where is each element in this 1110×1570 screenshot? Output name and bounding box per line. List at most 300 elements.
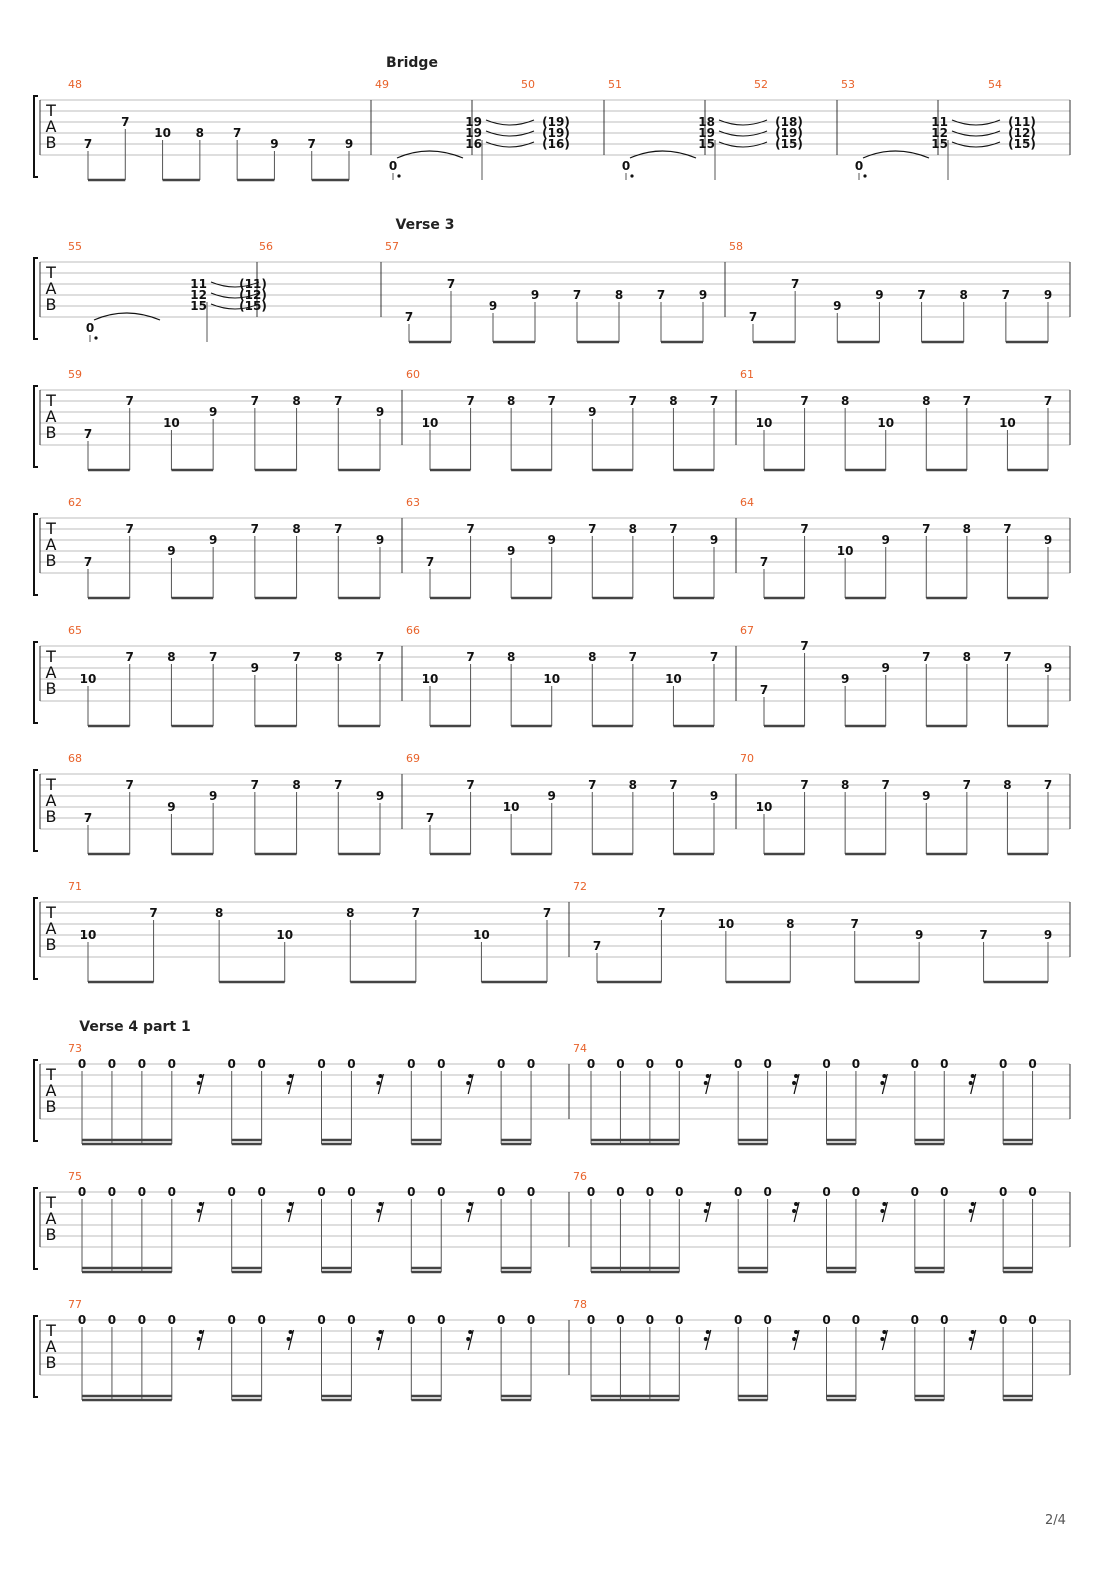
fret-number: 7	[800, 639, 809, 653]
fret-number: 0	[763, 1057, 772, 1071]
fret-number: 7	[334, 522, 343, 536]
measure-number: 60	[406, 368, 420, 381]
fret-number: 9	[167, 544, 176, 558]
fret-number: 10	[276, 928, 294, 942]
system	[34, 217, 1070, 342]
fret-number: 0	[616, 1313, 625, 1327]
fret-number: 7	[232, 126, 242, 140]
fret-number: 10	[755, 800, 773, 814]
measure-number: 59	[68, 368, 82, 381]
measure-number: 68	[68, 752, 82, 765]
fret-number: 7	[404, 310, 414, 324]
sixteenth-rest	[466, 1074, 473, 1094]
fret-number: 0	[675, 1057, 684, 1071]
tab-clef-letter: B	[45, 295, 57, 314]
sixteenth-rest	[880, 1202, 887, 1222]
fret-number: 0	[940, 1057, 949, 1071]
measure-number: 67	[740, 624, 754, 637]
tab-clef-letter: T	[46, 775, 56, 794]
fret-number: 0	[851, 1057, 861, 1071]
fret-number: 0	[1028, 1313, 1037, 1327]
measure-number: 76	[573, 1170, 587, 1183]
fret-number: 18	[698, 115, 715, 129]
fret-number: 0	[437, 1313, 446, 1327]
tab-clef-letter: A	[45, 919, 57, 938]
fret-number: 7	[588, 522, 597, 536]
measure	[729, 240, 1052, 342]
measure	[521, 78, 570, 151]
fret-number: 0	[167, 1185, 176, 1199]
fret-number: 8	[292, 522, 301, 536]
measure	[68, 1170, 535, 1272]
measure	[573, 1042, 1037, 1144]
fret-number: 8	[628, 522, 638, 536]
fret-number: 0	[616, 1185, 625, 1199]
fret-number: 7	[759, 555, 769, 569]
fret-number: 0	[407, 1313, 416, 1327]
fret-number: 7	[1001, 288, 1011, 302]
tab-clef-letter: A	[45, 663, 57, 682]
fret-number: 9	[875, 288, 884, 302]
tab-clef-letter: B	[45, 679, 57, 698]
fret-number: 0	[910, 1057, 919, 1071]
fret-number: 8	[840, 394, 850, 408]
fret-number: 8	[962, 522, 972, 536]
measure-number: 50	[521, 78, 535, 91]
fret-number: 0	[734, 1313, 743, 1327]
fret-number: 7	[466, 522, 475, 536]
fret-number: (12)	[1008, 126, 1036, 140]
measure	[754, 78, 803, 151]
measure	[573, 1170, 1037, 1272]
system	[34, 368, 1070, 470]
fret-number: 0	[526, 1185, 536, 1199]
fret-number: 0	[1028, 1185, 1037, 1199]
sixteenth-rest	[376, 1074, 383, 1094]
fret-number: 15	[931, 137, 948, 151]
fret-number: 10	[473, 928, 490, 942]
fret-number: 7	[547, 394, 556, 408]
fret-number: 0	[1028, 1057, 1037, 1071]
measure-number: 70	[740, 752, 754, 765]
section-label: Verse 4 part 1	[79, 1019, 191, 1035]
measure-number: 64	[740, 496, 754, 509]
sixteenth-rest	[969, 1074, 976, 1094]
measure-number: 55	[68, 240, 82, 253]
fret-number: 10	[755, 416, 773, 430]
tab-clef-letter: T	[46, 903, 56, 922]
fret-number: 0	[317, 1185, 326, 1199]
fret-number: 0	[107, 1313, 117, 1327]
sixteenth-rest	[969, 1202, 976, 1222]
fret-number: 9	[375, 789, 385, 803]
fret-number: 8	[959, 288, 968, 302]
fret-number: 0	[496, 1185, 506, 1199]
fret-number: 11	[931, 115, 948, 129]
measure-number: 49	[375, 78, 389, 91]
fret-number: 0	[998, 1057, 1008, 1071]
fret-number: 8	[334, 650, 343, 664]
fret-number: 16	[465, 137, 482, 151]
tab-clef-letter: B	[45, 551, 57, 570]
fret-number: 7	[334, 394, 343, 408]
fret-number: 7	[466, 650, 475, 664]
fret-number: 0	[940, 1313, 949, 1327]
fret-number: 0	[77, 1057, 87, 1071]
tab-clef-letter: A	[45, 535, 57, 554]
fret-number: 7	[292, 650, 301, 664]
tab-clef	[45, 1065, 56, 1116]
fret-number: 7	[466, 778, 475, 792]
tab-clef-letter: A	[45, 791, 57, 810]
tab-clef-letter: B	[45, 423, 57, 442]
sixteenth-rest	[704, 1074, 711, 1094]
fret-number: 8	[614, 288, 624, 302]
tab-clef-letter: B	[45, 935, 57, 954]
fret-number: 9	[833, 299, 842, 313]
fret-number: 9	[881, 661, 890, 675]
fret-number: 0	[227, 1057, 236, 1071]
fret-number: 0	[526, 1057, 536, 1071]
system-bracket	[34, 96, 38, 177]
fret-number: 7	[83, 137, 93, 151]
measure	[740, 752, 1052, 854]
fret-number: 10	[79, 672, 97, 686]
measure	[608, 78, 767, 180]
fret-number: 0	[496, 1313, 506, 1327]
measure-number: 51	[608, 78, 622, 91]
fret-number: 0	[851, 1185, 861, 1199]
sixteenth-rest	[792, 1202, 799, 1222]
fret-number: 9	[506, 544, 516, 558]
measure-number: 71	[68, 880, 82, 893]
fret-number: 0	[347, 1313, 356, 1327]
fret-number: 7	[125, 394, 134, 408]
fret-number: 0	[347, 1185, 356, 1199]
sixteenth-rest	[287, 1330, 294, 1350]
system-bracket	[34, 642, 38, 723]
fret-number: 0	[526, 1313, 536, 1327]
measure-number: 63	[406, 496, 420, 509]
measure	[406, 752, 718, 854]
measure	[406, 496, 718, 598]
sixteenth-rest	[792, 1074, 799, 1094]
tab-clef	[45, 263, 56, 314]
fret-number: 9	[270, 137, 279, 151]
fret-number: 0	[388, 159, 398, 173]
fret-number: 0	[407, 1057, 416, 1071]
fret-number: 7	[800, 522, 809, 536]
fret-number: (16)	[542, 137, 570, 151]
fret-number: 0	[645, 1185, 655, 1199]
fret-number: 0	[734, 1057, 743, 1071]
fret-number: (12)	[239, 288, 267, 302]
measure	[573, 880, 1052, 982]
tab-clef-letter: B	[45, 1097, 57, 1116]
fret-number: 7	[411, 906, 421, 920]
fret-number: 9	[588, 405, 597, 419]
fret-number: 10	[421, 672, 439, 686]
sixteenth-rest	[287, 1202, 294, 1222]
measure	[406, 624, 718, 726]
fret-number: 0	[257, 1057, 266, 1071]
fret-number: 9	[167, 800, 176, 814]
fret-number: 8	[1003, 778, 1012, 792]
fret-number: 11	[190, 277, 207, 291]
fret-number: 7	[628, 394, 638, 408]
sixteenth-rest	[287, 1074, 294, 1094]
section-label: Verse 3	[395, 217, 455, 233]
system	[34, 1298, 1070, 1400]
measure	[68, 880, 551, 982]
fret-number: 9	[1043, 661, 1053, 675]
tab-clef-letter: A	[45, 407, 57, 426]
fret-number: 7	[922, 522, 931, 536]
fret-number: 7	[709, 394, 719, 408]
tab-clef-letter: B	[45, 807, 57, 826]
fret-number: 7	[572, 288, 582, 302]
fret-number: 0	[347, 1057, 356, 1071]
fret-number: 7	[208, 650, 218, 664]
fret-number: 0	[257, 1185, 266, 1199]
fret-number: 7	[588, 778, 597, 792]
fret-number: 15	[190, 299, 207, 313]
fret-number: 10	[79, 928, 97, 942]
tab-clef	[45, 903, 56, 954]
fret-number: 7	[425, 811, 435, 825]
fret-number: 0	[317, 1313, 326, 1327]
fret-number: 0	[407, 1185, 416, 1199]
fret-number: 7	[800, 778, 809, 792]
measure-number: 65	[68, 624, 82, 637]
measure	[988, 78, 1036, 151]
system-bracket	[34, 1316, 38, 1397]
fret-number: 0	[167, 1057, 176, 1071]
measure-number: 53	[841, 78, 855, 91]
measure-number: 72	[573, 880, 587, 893]
sixteenth-rest	[792, 1330, 799, 1350]
fret-number: 7	[1043, 778, 1053, 792]
system	[34, 1019, 1070, 1144]
fret-number: 0	[586, 1313, 596, 1327]
fret-number: 10	[163, 416, 180, 430]
fret-number: 7	[1043, 394, 1053, 408]
fret-number: (11)	[1008, 115, 1036, 129]
measure-number: 69	[406, 752, 420, 765]
fret-number: 7	[250, 778, 260, 792]
fret-number: 0	[137, 1057, 147, 1071]
fret-number: 0	[910, 1185, 919, 1199]
fret-number: 0	[85, 321, 95, 335]
fret-number: 9	[709, 789, 719, 803]
fret-number: 0	[77, 1185, 87, 1199]
fret-number: 7	[979, 928, 988, 942]
tab-clef-letter: T	[46, 101, 56, 120]
measure-number: 48	[68, 78, 82, 91]
fret-number: 10	[717, 917, 735, 931]
fret-number: 7	[125, 522, 134, 536]
tab-clef-letter: A	[45, 1337, 57, 1356]
fret-number: 0	[437, 1185, 446, 1199]
fret-number: 0	[910, 1313, 919, 1327]
fret-number: 7	[125, 778, 134, 792]
fret-number: 9	[547, 789, 556, 803]
fret-number: 0	[586, 1057, 596, 1071]
fret-number: 9	[530, 288, 540, 302]
fret-number: 10	[154, 126, 171, 140]
fret-number: 7	[759, 683, 769, 697]
fret-number: 19	[465, 126, 482, 140]
fret-number: 8	[962, 650, 972, 664]
fret-number: 7	[962, 394, 972, 408]
fret-number: 0	[822, 1313, 831, 1327]
system-bracket	[34, 258, 38, 339]
tab-clef-letter: A	[45, 1081, 57, 1100]
measure-number: 74	[573, 1042, 587, 1055]
fret-number: 9	[1043, 288, 1053, 302]
fret-number: 7	[83, 427, 93, 441]
measure-number: 62	[68, 496, 82, 509]
fret-number: 8	[840, 778, 850, 792]
fret-number: 10	[665, 672, 682, 686]
system-bracket	[34, 514, 38, 595]
tab-clef	[45, 1193, 56, 1244]
measure	[740, 624, 1052, 726]
fret-number: 7	[669, 778, 678, 792]
fret-number: 0	[137, 1313, 147, 1327]
fret-number: (19)	[542, 115, 570, 129]
fret-number: 8	[588, 650, 597, 664]
measure	[375, 78, 534, 180]
measure-number: 77	[68, 1298, 82, 1311]
fret-number: 0	[317, 1057, 326, 1071]
tab-clef	[45, 519, 56, 570]
fret-number: 8	[669, 394, 678, 408]
fret-number: 8	[292, 778, 301, 792]
sixteenth-rest	[197, 1330, 204, 1350]
fret-number: 7	[542, 906, 552, 920]
fret-number: 8	[167, 650, 176, 664]
measure	[68, 1298, 535, 1400]
fret-number: 8	[292, 394, 301, 408]
fret-number: 7	[83, 555, 93, 569]
system	[34, 1170, 1070, 1272]
tab-clef-letter: T	[46, 1321, 56, 1340]
fret-number: 0	[763, 1313, 772, 1327]
fret-number: (19)	[775, 126, 803, 140]
fret-number: 9	[375, 405, 385, 419]
fret-number: 7	[962, 778, 972, 792]
fret-number: 7	[669, 522, 678, 536]
fret-number: 0	[851, 1313, 861, 1327]
measure	[406, 368, 718, 470]
fret-number: 10	[999, 416, 1016, 430]
fret-number: 0	[675, 1313, 684, 1327]
tab-clef-letter: A	[45, 117, 57, 136]
dot	[630, 174, 633, 177]
fret-number: 9	[698, 288, 708, 302]
sixteenth-rest	[704, 1330, 711, 1350]
measure-number: 56	[259, 240, 273, 253]
fret-number: 7	[790, 277, 800, 291]
measure-number: 61	[740, 368, 754, 381]
fret-number: 7	[307, 137, 316, 151]
fret-number: 8	[922, 394, 931, 408]
system-bracket	[34, 386, 38, 467]
measure	[68, 496, 384, 598]
fret-number: 9	[344, 137, 354, 151]
fret-number: 19	[465, 115, 482, 129]
system-bracket	[34, 1188, 38, 1269]
fret-number: 9	[840, 672, 850, 686]
tab-clef	[45, 391, 56, 442]
measure	[68, 240, 259, 342]
tab-clef-letter: T	[46, 647, 56, 666]
fret-number: 0	[107, 1185, 117, 1199]
system	[34, 624, 1070, 726]
sixteenth-rest	[197, 1074, 204, 1094]
fret-number: 0	[822, 1185, 831, 1199]
measure	[68, 752, 384, 854]
dot	[94, 336, 97, 339]
tab-clef-letter: B	[45, 1353, 57, 1372]
fret-number: 9	[375, 533, 385, 547]
fret-number: 8	[786, 917, 795, 931]
fret-number: 9	[208, 405, 218, 419]
fret-number: 19	[698, 126, 715, 140]
fret-number: 0	[227, 1185, 236, 1199]
fret-number: 12	[931, 126, 948, 140]
sixteenth-rest	[466, 1202, 473, 1222]
fret-number: (15)	[775, 137, 803, 151]
fret-number: 15	[698, 137, 715, 151]
measure-number: 52	[754, 78, 768, 91]
fret-number: 7	[446, 277, 456, 291]
fret-number: 0	[645, 1057, 655, 1071]
measure-number: 75	[68, 1170, 82, 1183]
fret-number: 0	[616, 1057, 625, 1071]
system	[34, 55, 1070, 180]
fret-number: 7	[592, 939, 602, 953]
fret-number: 0	[107, 1057, 117, 1071]
measure	[68, 624, 384, 726]
fret-number: 8	[195, 126, 205, 140]
measure	[239, 240, 273, 313]
fret-number: 9	[709, 533, 719, 547]
fret-number: 0	[586, 1185, 596, 1199]
fret-number: 9	[208, 789, 218, 803]
fret-number: (19)	[542, 126, 570, 140]
fret-number: 0	[734, 1185, 743, 1199]
fret-number: 9	[914, 928, 924, 942]
dot	[397, 174, 400, 177]
tab-clef	[45, 101, 56, 152]
fret-number: 0	[763, 1185, 772, 1199]
fret-number: 10	[421, 416, 439, 430]
fret-number: 7	[466, 394, 475, 408]
fret-number: 7	[881, 778, 890, 792]
fret-number: 7	[83, 811, 93, 825]
sixteenth-rest	[376, 1330, 383, 1350]
dot	[863, 174, 866, 177]
measure-number: 57	[385, 240, 399, 253]
fret-number: 7	[748, 310, 758, 324]
fret-number: 0	[137, 1185, 147, 1199]
fret-number: 10	[877, 416, 895, 430]
fret-number: 12	[190, 288, 207, 302]
fret-number: 8	[346, 906, 355, 920]
sixteenth-rest	[880, 1074, 887, 1094]
